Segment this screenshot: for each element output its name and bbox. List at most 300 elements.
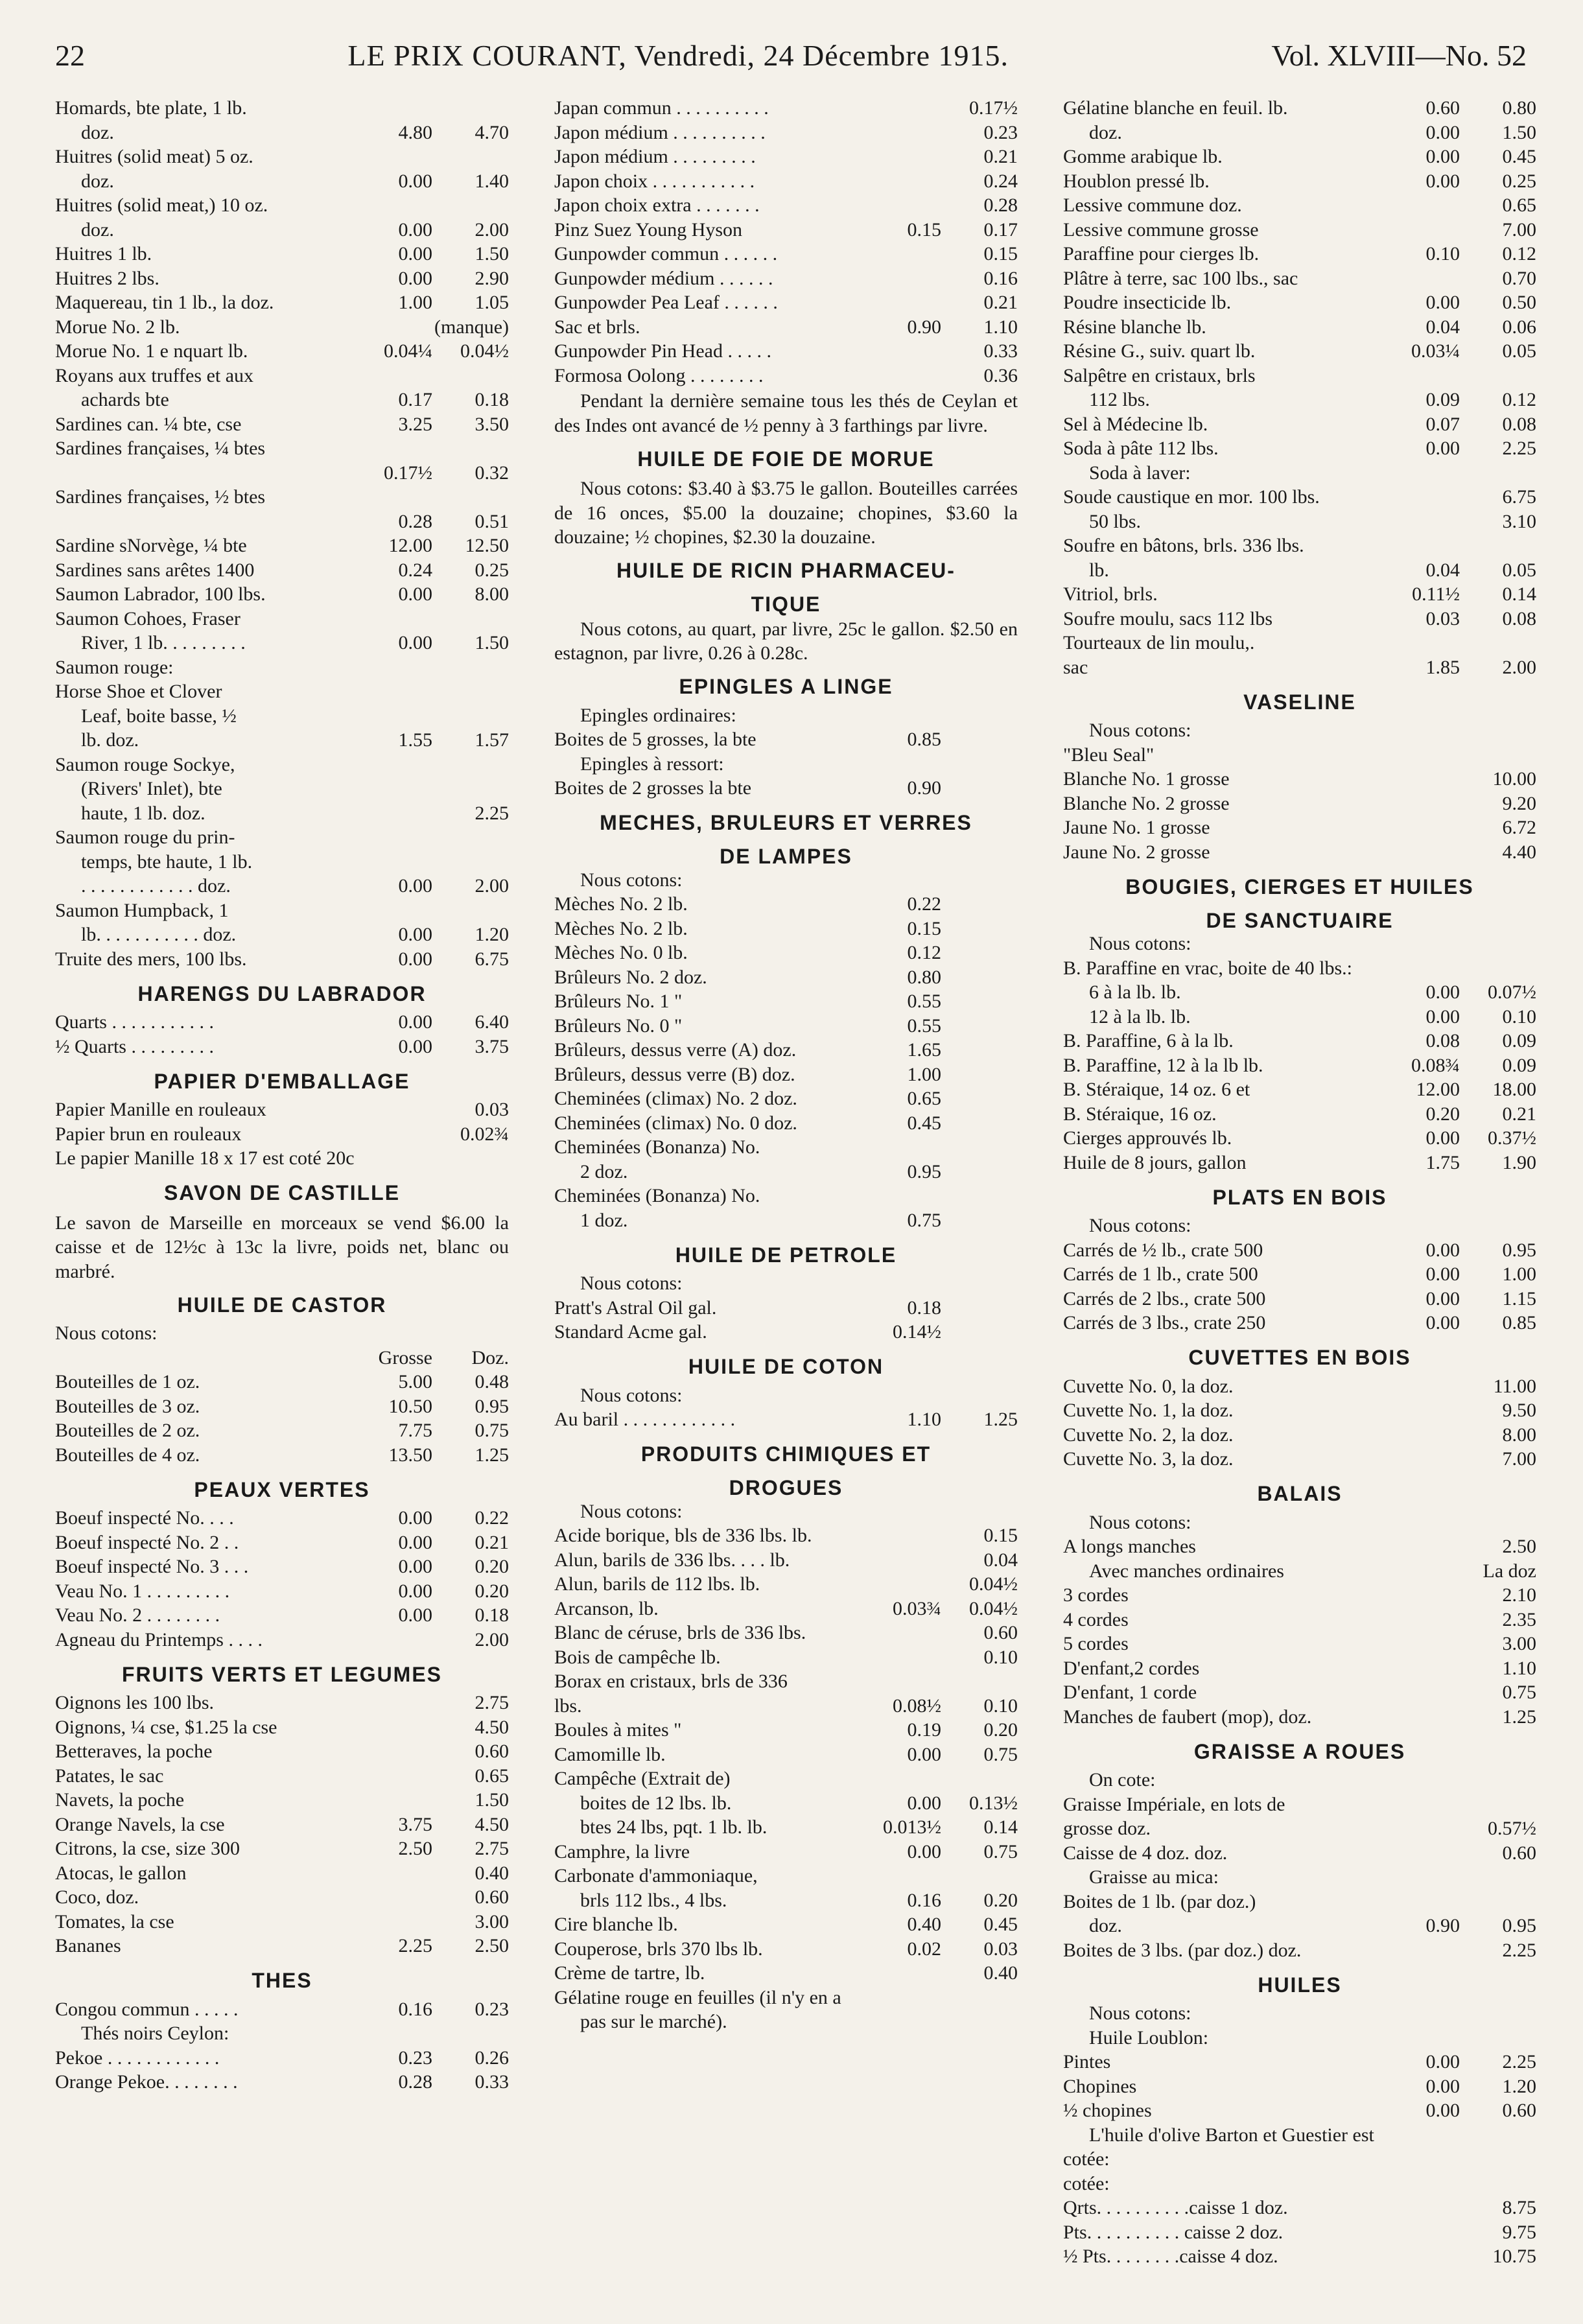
price-line bbox=[55, 1322, 509, 1347]
price-line bbox=[55, 1532, 509, 1556]
item-label: Boeuf inspecté No. 3 . . . bbox=[55, 1556, 249, 1577]
price-low: 4.80 bbox=[398, 121, 432, 143]
price-high: 0.48 bbox=[475, 1371, 509, 1392]
item-label: B. Paraffine, 12 à la lb lb. bbox=[1063, 1054, 1263, 1076]
price-low: 0.00 bbox=[1425, 1263, 1460, 1285]
price-line bbox=[554, 1409, 1018, 1433]
price-line bbox=[1063, 1103, 1536, 1128]
item-label: cotée: bbox=[1063, 2148, 1110, 2170]
price-line bbox=[55, 486, 509, 511]
price-line bbox=[1063, 1030, 1536, 1055]
item-label: Boites de 1 lb. (par doz.) bbox=[1063, 1890, 1256, 1912]
item-label: Japon choix extra . . . . . . . bbox=[554, 194, 760, 216]
price-low: 0.08¾ bbox=[1411, 1054, 1460, 1076]
price-line bbox=[55, 1935, 509, 1960]
price-low: 0.55 bbox=[907, 1015, 941, 1037]
item-label: Sel à Médecine lb. bbox=[1063, 413, 1208, 435]
price-line bbox=[554, 729, 1018, 753]
price-low: 0.04 bbox=[1425, 559, 1460, 581]
price-high: 1.40 bbox=[475, 170, 509, 192]
item-label: Orange Pekoe. . . . . . . . bbox=[55, 2071, 238, 2093]
price-high: 2.25 bbox=[1502, 2051, 1536, 2072]
price-high: La doz bbox=[1483, 1560, 1536, 1582]
item-label: Epingles ordinaires: bbox=[580, 704, 736, 726]
item-label: Tomates, la cse bbox=[55, 1910, 174, 1932]
item-label: Bouteilles de 3 oz. bbox=[55, 1395, 200, 1417]
price-line bbox=[55, 1765, 509, 1790]
section-heading: PLATS EN BOIS bbox=[1212, 1185, 1387, 1209]
price-line bbox=[55, 1604, 509, 1629]
price-line bbox=[55, 1862, 509, 1887]
price-line bbox=[1063, 1560, 1536, 1585]
item-label: Soufre moulu, sacs 112 lbs bbox=[1063, 607, 1273, 629]
item-label: Nous cotons: bbox=[580, 1384, 683, 1406]
price-line bbox=[1063, 2027, 1536, 2052]
price-low: 0.00 bbox=[398, 1580, 432, 1602]
item-label: Carrés de 2 lbs., crate 500 bbox=[1063, 1287, 1266, 1309]
price-line bbox=[55, 170, 509, 195]
price-line bbox=[55, 632, 509, 657]
price-line bbox=[1063, 1818, 1536, 1842]
item-label: Cuvette No. 0, la doz. bbox=[1063, 1375, 1234, 1397]
price-high: 0.04½ bbox=[460, 340, 509, 362]
price-line bbox=[1063, 1658, 1536, 1682]
item-label: Borax en cristaux, brls de 336 bbox=[554, 1671, 788, 1692]
item-label: Soda à laver: bbox=[1089, 462, 1191, 484]
price-high: 1.90 bbox=[1502, 1151, 1536, 1173]
item-label: doz. bbox=[1089, 121, 1122, 143]
price-high: 0.14 bbox=[983, 1816, 1018, 1838]
price-line bbox=[55, 268, 509, 292]
price-high: 0.13½ bbox=[969, 1792, 1018, 1814]
item-label: Mèches No. 2 lb. bbox=[554, 893, 688, 915]
item-label: Orange Navels, la cse bbox=[55, 1813, 225, 1835]
item-label: Huile de 8 jours, gallon bbox=[1063, 1151, 1247, 1173]
item-label: 112 lbs. bbox=[1089, 389, 1150, 410]
price-high: 0.21 bbox=[475, 1531, 509, 1553]
item-label: Homards, bte plate, 1 lb. bbox=[55, 97, 247, 119]
section-heading: HUILE DE RICIN PHARMACEU- bbox=[616, 559, 956, 582]
item-label: Pintes bbox=[1063, 2051, 1111, 2072]
section-heading: MECHES, BRULEURS ET VERRES bbox=[600, 811, 972, 834]
price-line bbox=[1063, 1584, 1536, 1609]
price-line bbox=[554, 97, 1018, 122]
item-label: Manches de faubert (mop), doz. bbox=[1063, 1706, 1312, 1728]
item-label: Soude caustique en mor. 100 lbs. bbox=[1063, 486, 1320, 508]
price-line bbox=[55, 462, 509, 487]
price-line bbox=[554, 1841, 1018, 1866]
item-label: Blanche No. 2 grosse bbox=[1063, 792, 1230, 814]
price-line bbox=[55, 194, 509, 219]
section-heading: CUVETTES EN BOIS bbox=[1188, 1346, 1411, 1369]
price-low: 0.08½ bbox=[893, 1695, 941, 1717]
price-line bbox=[1063, 1940, 1536, 1964]
item-label: 3 cordes bbox=[1063, 1584, 1129, 1606]
price-line bbox=[1063, 2076, 1536, 2100]
price-high: 2.10 bbox=[1502, 1584, 1536, 1606]
price-line bbox=[1063, 462, 1536, 487]
price-line bbox=[554, 777, 1018, 802]
price-line bbox=[55, 438, 509, 462]
item-label: Huitres (solid meat,) 10 oz. bbox=[55, 194, 268, 216]
price-high: 0.16 bbox=[983, 267, 1018, 289]
price-high: 0.75 bbox=[475, 1420, 509, 1441]
price-high: 0.24 bbox=[983, 170, 1018, 192]
item-label: Saumon rouge du prin- bbox=[55, 827, 235, 848]
item-label: Mèches No. 0 lb. bbox=[554, 942, 688, 963]
price-line bbox=[554, 869, 1018, 894]
item-label: Camphre, la livre bbox=[554, 1840, 690, 1862]
price-high: 0.36 bbox=[983, 364, 1018, 386]
price-low: 0.15 bbox=[907, 917, 941, 939]
price-high: 0.40 bbox=[475, 1862, 509, 1884]
price-low: 3.75 bbox=[398, 1813, 432, 1835]
price-line bbox=[55, 535, 509, 559]
price-line bbox=[1063, 340, 1536, 365]
section-heading: HUILE DE CASTOR bbox=[177, 1293, 387, 1317]
item-label: Qrts. . . . . . . . . .caisse 1 doz. bbox=[1063, 2197, 1288, 2218]
price-high: 2.25 bbox=[475, 802, 509, 824]
item-label: Navets, la poche bbox=[55, 1789, 185, 1811]
item-label: Nous cotons: bbox=[580, 869, 683, 891]
item-label: Carbonate d'ammoniaque, bbox=[554, 1865, 758, 1886]
price-line bbox=[1063, 1769, 1536, 1794]
price-low: 0.45 bbox=[907, 1112, 941, 1134]
price-low: 0.00 bbox=[1425, 1239, 1460, 1261]
price-high: 0.15 bbox=[983, 243, 1018, 264]
price-high: 0.51 bbox=[475, 510, 509, 532]
price-line bbox=[55, 559, 509, 584]
section-heading: GRAISSE A ROUES bbox=[1193, 1739, 1406, 1763]
price-line bbox=[1063, 1055, 1536, 1079]
price-low: 0.04¼ bbox=[384, 340, 432, 362]
price-high: 0.95 bbox=[1502, 1915, 1536, 1936]
price-high: 0.26 bbox=[475, 2047, 509, 2069]
price-line bbox=[1063, 1400, 1536, 1424]
price-high: 6.75 bbox=[475, 948, 509, 970]
price-high: 0.05 bbox=[1502, 559, 1536, 581]
price-line bbox=[1063, 720, 1536, 744]
price-high: 0.45 bbox=[1502, 146, 1536, 167]
price-low: 0.00 bbox=[398, 1035, 432, 1057]
item-label: Boites de 2 grosses la bte bbox=[554, 777, 752, 799]
item-label: Vitriol, brls. bbox=[1063, 583, 1158, 605]
price-low: 0.17½ bbox=[384, 462, 432, 484]
price-high: 1.25 bbox=[983, 1409, 1018, 1430]
item-label: grosse doz. bbox=[1063, 1818, 1151, 1839]
item-label: Gunpowder Pea Leaf . . . . . . bbox=[554, 292, 778, 313]
price-line bbox=[1063, 2148, 1536, 2173]
price-low: 0.18 bbox=[907, 1297, 941, 1319]
price-low: 0.00 bbox=[1425, 170, 1460, 192]
item-label: Quarts . . . . . . . . . . . bbox=[55, 1011, 214, 1033]
item-label: Nous cotons: bbox=[1089, 1215, 1191, 1236]
price-line bbox=[554, 316, 1018, 341]
item-label: Brûleurs No. 0 " bbox=[554, 1015, 683, 1037]
price-high: 10.75 bbox=[1492, 2246, 1536, 2267]
item-label: Sardines sans arêtes 1400 bbox=[55, 559, 255, 581]
price-high: 0.23 bbox=[983, 121, 1018, 143]
price-high: 0.75 bbox=[983, 1840, 1018, 1862]
item-label: Japon choix . . . . . . . . . . . bbox=[554, 170, 755, 192]
price-high: 1.00 bbox=[1502, 1263, 1536, 1285]
price-low: 0.55 bbox=[907, 991, 941, 1012]
price-high: 2.00 bbox=[1502, 656, 1536, 678]
price-high: 0.65 bbox=[475, 1765, 509, 1787]
price-low: 1.55 bbox=[398, 729, 432, 751]
item-label: pas sur le marché). bbox=[580, 2011, 727, 2032]
price-line bbox=[554, 1744, 1018, 1768]
item-label: Brûleurs No. 2 doz. bbox=[554, 966, 707, 988]
price-high: 0.60 bbox=[1502, 1842, 1536, 1864]
item-label: Brûleurs, dessus verre (A) doz. bbox=[554, 1039, 797, 1061]
price-line bbox=[1063, 97, 1536, 122]
item-label: Soufre en bâtons, brls. 336 lbs. bbox=[1063, 535, 1304, 556]
item-label: Coco, doz. bbox=[55, 1886, 139, 1908]
price-line bbox=[1063, 1682, 1536, 1706]
item-label: Papier brun en rouleaux bbox=[55, 1123, 242, 1145]
price-line bbox=[55, 827, 509, 851]
price-low: 0.09 bbox=[1425, 389, 1460, 410]
price-high: 0.33 bbox=[983, 340, 1018, 362]
item-label: Oignons, ¼ cse, $1.25 la cse bbox=[55, 1716, 277, 1738]
price-high: 0.08 bbox=[1502, 607, 1536, 629]
price-high: 3.50 bbox=[475, 413, 509, 435]
item-label: Saumon rouge: bbox=[55, 656, 174, 678]
price-low: 0.00 bbox=[398, 170, 432, 192]
price-low: 0.00 bbox=[1425, 438, 1460, 459]
item-label: Au baril . . . . . . . . . . . . bbox=[554, 1409, 736, 1430]
price-low: 0.16 bbox=[398, 1998, 432, 2020]
price-line bbox=[1063, 1376, 1536, 1400]
price-low: 3.25 bbox=[398, 413, 432, 435]
item-label: Gomme arabique lb. bbox=[1063, 146, 1223, 167]
item-label: Bouteilles de 2 oz. bbox=[55, 1420, 200, 1441]
price-line bbox=[1063, 1891, 1536, 1916]
price-line bbox=[1063, 1424, 1536, 1449]
item-label: Sardine sNorvège, ¼ bte bbox=[55, 535, 247, 556]
price-line bbox=[55, 511, 509, 535]
item-label: Cuvette No. 2, la doz. bbox=[1063, 1424, 1234, 1446]
price-high: 0.65 bbox=[1502, 194, 1536, 216]
section-heading: FRUITS VERTS ET LEGUMES bbox=[121, 1662, 443, 1686]
item-label: Cuvette No. 3, la doz. bbox=[1063, 1448, 1234, 1470]
paragraph: Le savon de Marseille en morceaux se vend $6.00 la caisse et de 12½c à 13c la livre, poids net, blanc ou marbré. bbox=[55, 1212, 509, 1282]
price-high: 0.15 bbox=[983, 1525, 1018, 1546]
publication-title: LE PRIX COURANT, Vendredi, 24 Décembre 1915. bbox=[347, 38, 1009, 72]
price-high: 0.80 bbox=[1502, 97, 1536, 119]
item-label: 12 à la lb. lb. bbox=[1089, 1005, 1191, 1027]
price-high: 0.02¾ bbox=[460, 1123, 509, 1145]
price-low: 0.12 bbox=[907, 942, 941, 963]
price-line bbox=[1063, 219, 1536, 244]
price-high: 1.50 bbox=[475, 632, 509, 653]
item-label: Bouteilles de 1 oz. bbox=[55, 1371, 200, 1392]
price-low: 0.00 bbox=[907, 1840, 941, 1862]
price-line bbox=[55, 1123, 509, 1148]
price-line bbox=[554, 1039, 1018, 1064]
price-high: 2.75 bbox=[475, 1838, 509, 1859]
item-label: Saumon rouge Sockye, bbox=[55, 753, 235, 775]
price-line bbox=[55, 365, 509, 390]
price-line bbox=[55, 2071, 509, 2096]
price-line bbox=[554, 1695, 1018, 1720]
price-line bbox=[55, 1036, 509, 1061]
price-line bbox=[55, 1886, 509, 1911]
price-high: 0.20 bbox=[475, 1580, 509, 1602]
price-line bbox=[1063, 981, 1536, 1006]
item-label: Plâtre à terre, sac 100 lbs., sac bbox=[1063, 267, 1298, 289]
price-line bbox=[554, 942, 1018, 967]
item-label: Saumon Cohoes, Fraser bbox=[55, 607, 240, 629]
item-label: ½ chopines bbox=[1063, 2100, 1152, 2121]
item-label: doz. bbox=[81, 218, 114, 241]
item-label: Japon médium . . . . . . . . . . bbox=[554, 121, 766, 143]
price-high: 0.06 bbox=[1502, 316, 1536, 338]
price-low: 0.07 bbox=[1425, 413, 1460, 435]
price-high: 4.40 bbox=[1502, 841, 1536, 863]
price-low: 0.00 bbox=[1425, 1127, 1460, 1149]
item-label: Huitres 2 lbs. bbox=[55, 267, 159, 289]
item-label: Soda à pâte 112 lbs. bbox=[1063, 438, 1219, 459]
item-label: Boites de 3 lbs. (par doz.) doz. bbox=[1063, 1939, 1302, 1961]
item-label: Caisse de 4 doz. doz. bbox=[1063, 1842, 1228, 1864]
price-line bbox=[554, 1768, 1018, 1792]
section-heading: HUILE DE COTON bbox=[688, 1355, 884, 1378]
item-label: achards bte bbox=[81, 389, 169, 410]
item-label: Gélatine rouge en feuilles (il n'y en a bbox=[554, 1986, 841, 2008]
item-label: Résine blanche lb. bbox=[1063, 316, 1206, 338]
item-label: Cire blanche lb. bbox=[554, 1914, 678, 1935]
price-line bbox=[554, 1890, 1018, 1914]
price-line bbox=[1063, 1263, 1536, 1288]
price-high: 1.25 bbox=[475, 1444, 509, 1466]
price-high: 2.90 bbox=[475, 267, 509, 289]
price-low: 0.03¼ bbox=[1411, 340, 1460, 362]
price-line bbox=[55, 803, 509, 827]
price-high: (manque) bbox=[434, 316, 509, 338]
price-line bbox=[55, 754, 509, 779]
price-low: 1.75 bbox=[1425, 1151, 1460, 1173]
item-label: Nous cotons: bbox=[1089, 2002, 1191, 2024]
item-label: Sac et brls. bbox=[554, 316, 640, 338]
item-label: Avec manches ordinaires bbox=[1089, 1560, 1284, 1582]
price-line bbox=[1063, 146, 1536, 170]
price-high: 1.10 bbox=[983, 316, 1018, 338]
price-high: 0.21 bbox=[1502, 1103, 1536, 1125]
price-low: 0.00 bbox=[1425, 121, 1460, 143]
price-line bbox=[554, 122, 1018, 147]
price-line bbox=[1063, 1706, 1536, 1731]
item-label: Nous cotons: bbox=[580, 1500, 683, 1522]
column-1 bbox=[55, 97, 509, 2301]
price-high: 2.25 bbox=[1502, 1939, 1536, 1961]
price-low: 2.25 bbox=[398, 1935, 432, 1956]
paragraph: Pendant la dernière semaine tous les thés de Ceylan et des Indes ont avancé de ½ penny à 3 farthings par livre. bbox=[554, 390, 1018, 436]
price-line bbox=[1063, 414, 1536, 438]
price-line bbox=[554, 1161, 1018, 1186]
item-label: River, 1 lb. . . . . . . . . bbox=[81, 632, 246, 653]
price-high: 0.28 bbox=[983, 194, 1018, 216]
price-low: 1.85 bbox=[1425, 656, 1460, 678]
item-label: ½ Quarts . . . . . . . . . bbox=[55, 1035, 214, 1057]
price-low: 0.00 bbox=[1425, 2051, 1460, 2072]
price-line bbox=[554, 1015, 1018, 1040]
price-line bbox=[554, 918, 1018, 943]
item-label: Arcanson, lb. bbox=[554, 1597, 659, 1619]
price-line bbox=[554, 1297, 1018, 1322]
item-label: Thés noirs Ceylon: bbox=[81, 2023, 229, 2044]
item-label: Gunpowder médium . . . . . . bbox=[554, 267, 773, 289]
price-high: 0.60 bbox=[983, 1622, 1018, 1643]
price-line bbox=[1063, 559, 1536, 584]
price-line bbox=[55, 875, 509, 900]
price-high: 0.12 bbox=[1502, 243, 1536, 264]
price-line bbox=[1063, 438, 1536, 462]
price-high: 0.50 bbox=[1502, 292, 1536, 313]
price-high: 0.18 bbox=[475, 1604, 509, 1626]
price-low: 0.65 bbox=[907, 1088, 941, 1109]
price-line bbox=[554, 1273, 1018, 1297]
price-line bbox=[1063, 1312, 1536, 1337]
price-high: 6.72 bbox=[1502, 817, 1536, 838]
price-high: 1.50 bbox=[1502, 121, 1536, 143]
price-line bbox=[554, 2011, 1018, 2036]
section-heading: VASELINE bbox=[1243, 690, 1356, 714]
item-label: D'enfant, 1 corde bbox=[1063, 1682, 1197, 1703]
section-heading: DE LAMPES bbox=[720, 845, 852, 868]
item-label: Huile Loublon: bbox=[1089, 2026, 1209, 2048]
price-line bbox=[1063, 2222, 1536, 2246]
paragraph: Nous cotons, au quart, par livre, 25c le gallon. $2.50 en estagnon, par livre, 0.26 à 0.28c. bbox=[554, 618, 1018, 664]
price-line bbox=[55, 948, 509, 973]
price-line bbox=[55, 1580, 509, 1605]
price-high: 9.75 bbox=[1502, 2221, 1536, 2243]
price-high: 0.20 bbox=[983, 1719, 1018, 1741]
price-line bbox=[1063, 268, 1536, 292]
price-line bbox=[1063, 365, 1536, 390]
price-high: 0.21 bbox=[983, 146, 1018, 167]
price-line bbox=[1063, 608, 1536, 633]
price-low: Grosse bbox=[378, 1346, 432, 1368]
price-low: 0.00 bbox=[907, 1792, 941, 1814]
price-line bbox=[554, 365, 1018, 390]
price-line bbox=[1063, 1866, 1536, 1891]
price-line bbox=[554, 194, 1018, 219]
item-label: Boules à mites " bbox=[554, 1719, 682, 1741]
price-high: 0.57½ bbox=[1488, 1818, 1536, 1839]
item-label: Epingles à ressort: bbox=[580, 753, 724, 775]
price-low: 1.10 bbox=[907, 1409, 941, 1430]
price-line bbox=[1063, 122, 1536, 147]
item-label: Gélatine blanche en feuil. lb. bbox=[1063, 97, 1288, 119]
page-header bbox=[55, 32, 1527, 78]
price-high: 4.70 bbox=[475, 121, 509, 143]
item-label: Nous cotons: bbox=[580, 1273, 683, 1294]
item-label: Carrés de ½ lb., crate 500 bbox=[1063, 1239, 1263, 1261]
item-label: temps, bte haute, 1 lb. bbox=[81, 851, 253, 873]
item-label: B. Paraffine en vrac, boite de 40 lbs.: bbox=[1063, 957, 1352, 979]
price-low: 0.14½ bbox=[893, 1321, 941, 1343]
price-low: 0.00 bbox=[398, 948, 432, 970]
price-low: 0.00 bbox=[1425, 292, 1460, 313]
price-low: 0.19 bbox=[907, 1719, 941, 1741]
price-high: 8.00 bbox=[475, 583, 509, 605]
price-high: 0.70 bbox=[1502, 267, 1536, 289]
price-line bbox=[55, 1507, 509, 1532]
price-line bbox=[55, 389, 509, 414]
item-label: Bouteilles de 4 oz. bbox=[55, 1444, 200, 1466]
